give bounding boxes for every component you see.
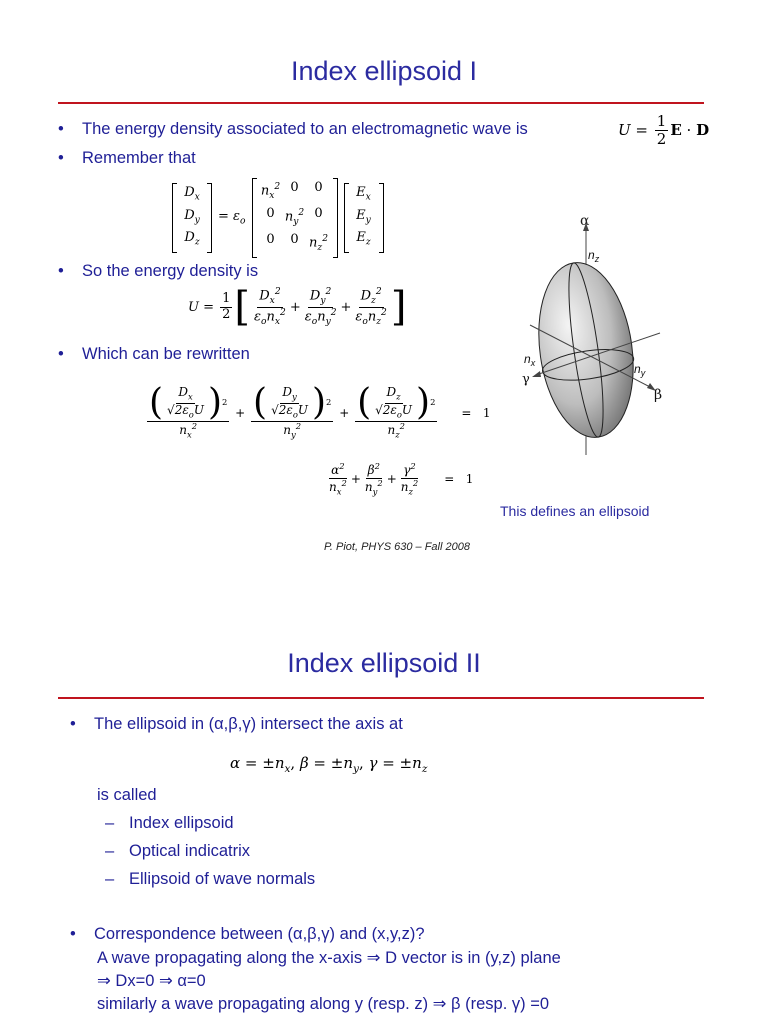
rewritten-equation: ( $\frac{D_x}{√2\varepsilon_oU}$ ) 2 $n_x^2$ + ( $\frac{D_y}{√2\varepsilon_oU}$ ) 2 $n_y^2$ + ( $\frac{D_z}{√2\varepsilon_oU}$ ) 2 $n_z^2$ = 1 <box>149 382 491 440</box>
bullet-dot: • <box>58 149 64 167</box>
bullet-dot: • <box>58 120 64 138</box>
slide2-bullet-2-line-2: A wave propagating along the x-axis ⇒ D vector is in (y,z) plane <box>97 949 561 967</box>
index-ellipsoid-figure <box>510 205 690 465</box>
ny-label: $n_y$ <box>634 362 646 378</box>
slide2-title: Index ellipsoid II <box>287 648 481 678</box>
slide1-bullet-1: • The energy density associated to an electromagnetic wave is <box>58 120 528 138</box>
slide1-bullet-4: • Which can be rewritten <box>58 345 250 363</box>
slide2-bullet-2: • Correspondence between (α,β,γ) and (x,y,z)? <box>70 925 425 943</box>
constitutive-matrix-equation: $D_x$ $D_y$ $D_z$ = $\varepsilon_o$ $n_x^2$ 0 0 0 $n_y^2$ 0 0 0 $n_z^2$ $E_x$ $E_y$ $E_z$ <box>172 178 384 258</box>
slide2-title-rule <box>58 697 704 699</box>
ellipsoid-surface <box>528 256 644 443</box>
nx-label: $n_x$ <box>524 352 536 368</box>
gamma-label: γ <box>522 372 530 387</box>
bullet-dot: • <box>70 925 76 943</box>
slide2-bullet-2-line-3: ⇒ Dx=0 ⇒ α=0 <box>97 972 206 990</box>
subitem-3: – Ellipsoid of wave normals <box>105 870 316 888</box>
slide1-title: Index ellipsoid I <box>290 56 478 86</box>
slide1-title-rule <box>58 102 704 104</box>
axis-intersection-equation: $\alpha = \pm n_x$, $\beta = \pm n_y$, $\gamma = \pm n_z$ <box>230 754 428 775</box>
slide1-bullet-3: • So the energy density is <box>58 262 259 280</box>
nz-label: $n_z$ <box>588 248 600 264</box>
is-called-text: is called <box>97 786 157 804</box>
bullet-dot: • <box>58 262 64 280</box>
alpha-label: α <box>580 213 590 229</box>
subitem-2: – Optical indicatrix <box>105 842 251 860</box>
ellipsoid-caption: This defines an ellipsoid <box>500 503 650 519</box>
bullet-dot: • <box>70 715 76 733</box>
slide1-credit: P. Piot, PHYS 630 – Fall 2008 <box>324 541 470 553</box>
subitem-1: – Index ellipsoid <box>105 814 234 832</box>
beta-label: β <box>654 387 663 403</box>
bullet-dot: • <box>58 345 64 363</box>
ellipsoid-equation: $\frac{\alpha^2}{n_x^2}$ + $\frac{\beta^2}{n_y^2}$ + $\frac{\gamma^2}{n_z^2}$ = 1 <box>329 461 474 497</box>
energy-density-expansion: U = $\frac{1}{2}$ [ $\frac{D_x^2}{\varepsilon_on_x^2}$ + $\frac{D_y^2}{\varepsilon_on_y^2}$ + $\frac{D_z^2}{\varepsilon_on_z^2}$ ] <box>188 284 407 330</box>
energy-density-equation: U = $\frac{1}{2}$ E · D <box>618 112 710 149</box>
slide2-bullet-2-line-4: similarly a wave propagating along y (resp. z) ⇒ β (resp. γ) =0 <box>97 995 550 1013</box>
slide1-bullet-2: • Remember that <box>58 149 196 167</box>
gamma-arrow-icon <box>532 371 541 377</box>
slide2-bullet-1: • The ellipsoid in (α,β,γ) intersect the axis at <box>70 715 403 733</box>
